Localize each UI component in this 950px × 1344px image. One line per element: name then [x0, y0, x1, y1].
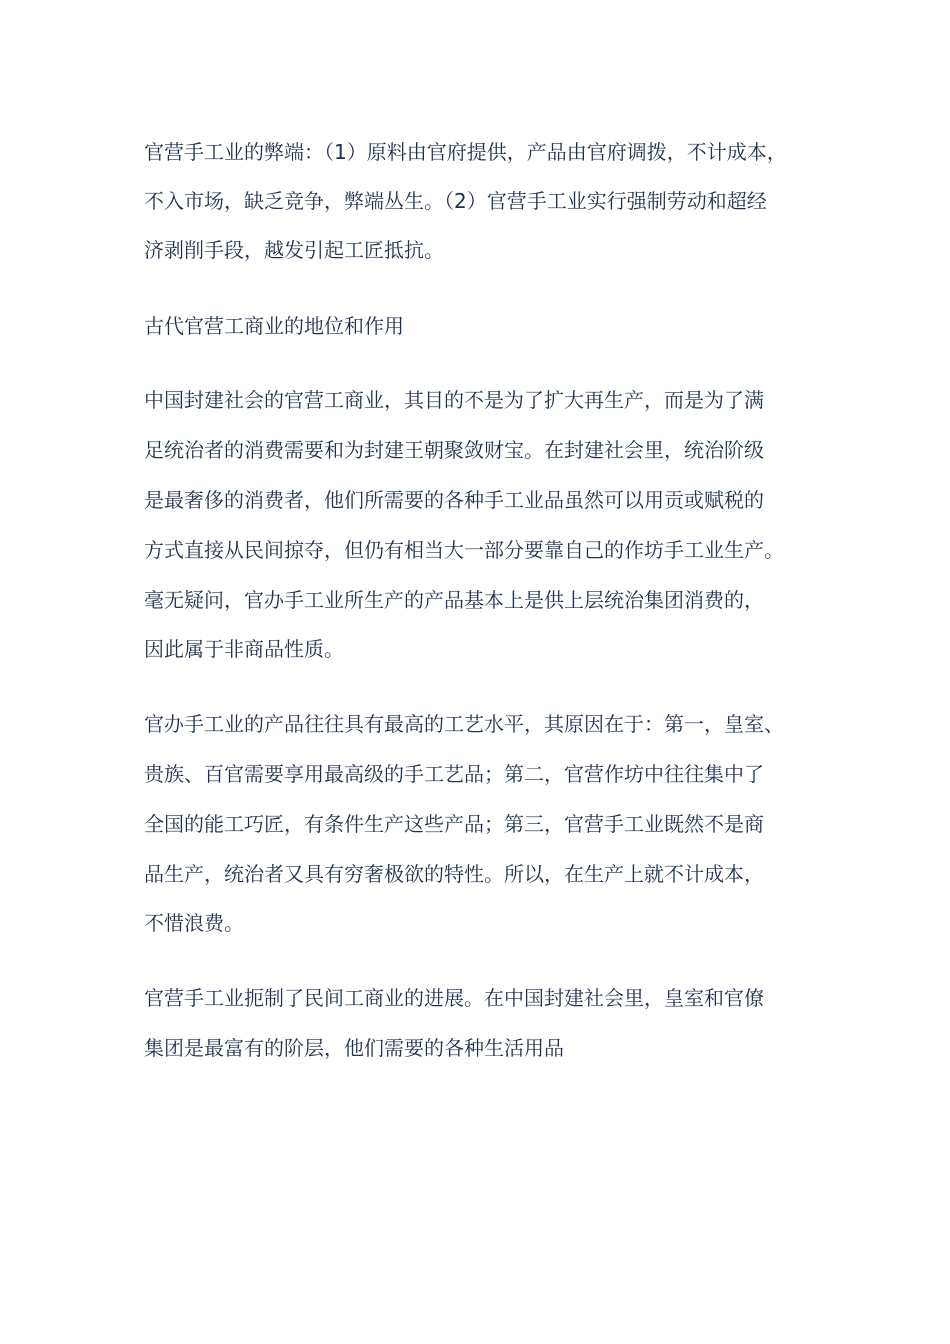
- paragraph-5-line-2: 集团是最富有的阶层，他们需要的各种生活用品: [144, 1036, 564, 1060]
- paragraph-4-line-2: 贵族、百官需要享用最高级的手工艺品；第二，官营作坊中往往集中了: [144, 762, 764, 786]
- paragraph-4-line-4: 品生产，统治者又具有穷奢极欲的特性。所以，在生产上就不计成本，: [144, 862, 764, 886]
- paragraph-3-line-5: 毫无疑问，官办手工业所生产的产品基本上是供上层统治集团消费的，: [144, 588, 764, 612]
- paragraph-3-line-4: 方式直接从民间掠夺，但仍有相当大一部分要靠自己的作坊手工业生产。: [144, 538, 784, 562]
- paragraph-3-line-2: 足统治者的消费需要和为封建王朝聚敛财宝。在封建社会里，统治阶级: [144, 438, 764, 462]
- paragraph-4-line-3: 全国的能工巧匠，有条件生产这些产品；第三，官营手工业既然不是商: [144, 812, 764, 836]
- paragraph-1-line-3: 济剥削手段，越发引起工匠抵抗。: [144, 238, 444, 262]
- paragraph-3-line-1: 中国封建社会的官营工商业，其目的不是为了扩大再生产，而是为了满: [144, 388, 764, 412]
- paragraph-1-line-2: 不入市场，缺乏竞争，弊端丛生。（2）官营手工业实行强制劳动和超经: [144, 189, 767, 213]
- paragraph-3-line-6: 因此属于非商品性质。: [144, 637, 344, 661]
- paragraph-5-line-1: 官营手工业扼制了民间工商业的进展。在中国封建社会里，皇室和官僚: [144, 986, 764, 1010]
- paragraph-4-line-5: 不惜浪费。: [144, 911, 244, 935]
- section-heading: 古代官营工商业的地位和作用: [144, 314, 404, 338]
- paragraph-4-line-1: 官办手工业的产品往往具有最高的工艺水平，其原因在于：第一，皇室、: [144, 712, 784, 736]
- paragraph-3-line-3: 是最奢侈的消费者，他们所需要的各种手工业品虽然可以用贡或赋税的: [144, 488, 764, 512]
- paragraph-1-line-1: 官营手工业的弊端：（1）原料由官府提供，产品由官府调拨，不计成本，: [144, 140, 787, 164]
